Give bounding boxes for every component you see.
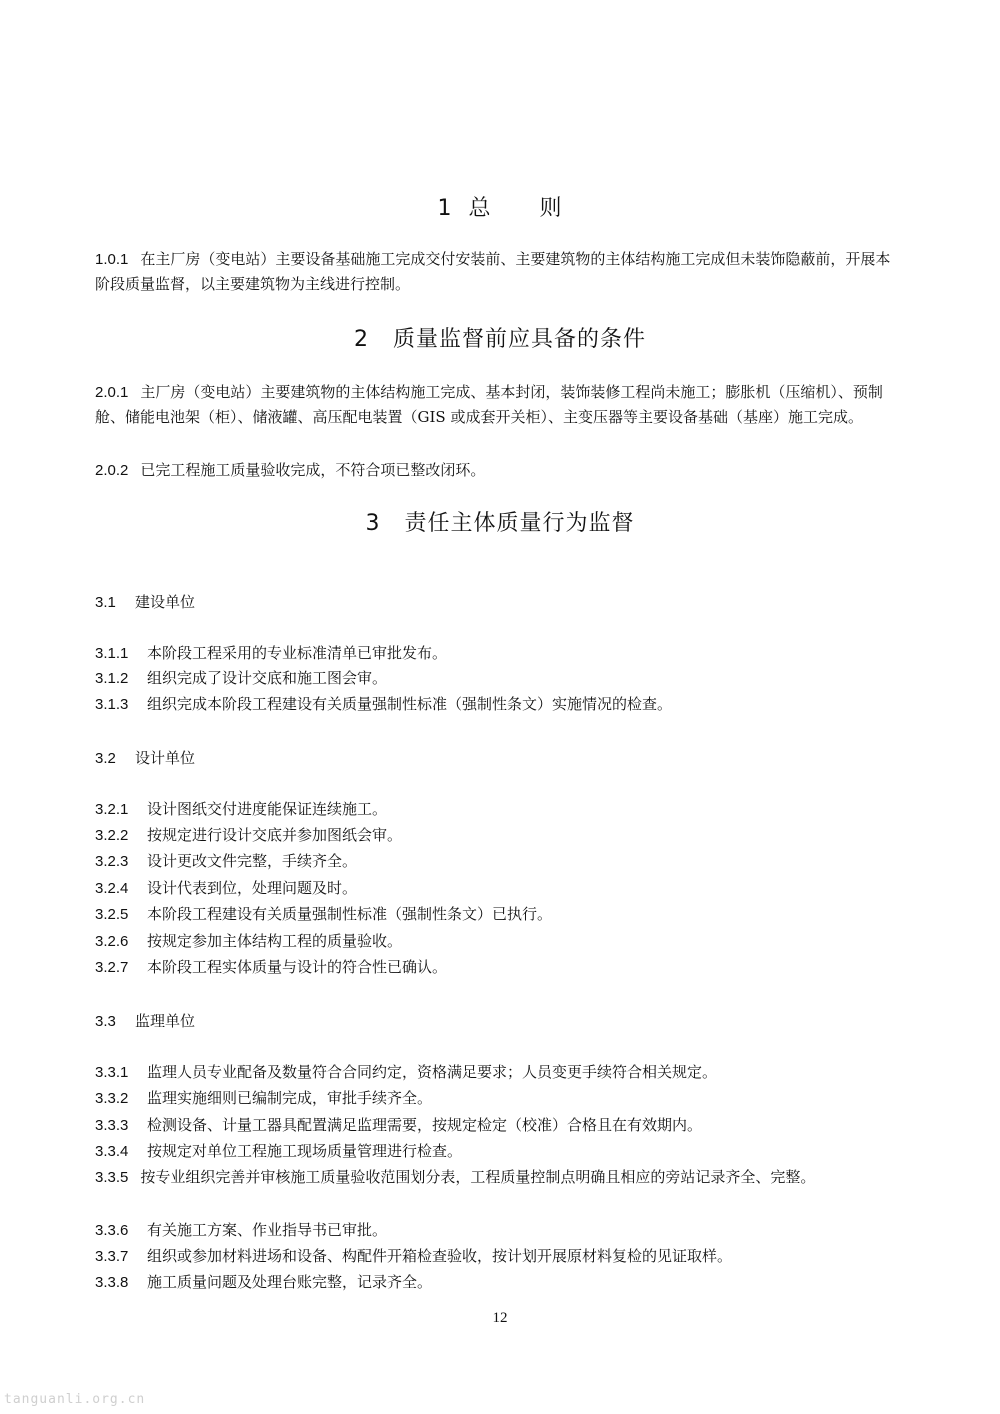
clause-text: 按规定进行设计交底并参加图纸会审。 <box>147 826 403 844</box>
clause-1-0-1 <box>95 247 895 297</box>
clause-number: 3.1.1 <box>95 645 129 662</box>
clause-3-3-7 <box>95 1244 895 1269</box>
section-title: 设计单位 <box>135 749 196 767</box>
clause-number: 1.0.1 <box>95 251 129 268</box>
clause-text: 主厂房（变电站）主要建筑物的主体结构施工完成、基本封闭，装饰装修工程尚未施工；膨胀机（压缩机）、预制舱、储能电池架（柜）、储液罐、高压配电装置（GIS 或成套开关柜）、主变压器等主要设备基础（基座）施工完成。 <box>95 383 883 426</box>
clause-number: 3.2.6 <box>95 933 129 950</box>
clause-number: 2.0.1 <box>95 384 129 401</box>
clause-text: 组织完成本阶段工程建设有关质量强制性标准（强制性条文）实施情况的检查。 <box>147 695 673 713</box>
clause-number: 2.0.2 <box>95 462 129 479</box>
section-number: 3.3 <box>95 1013 116 1030</box>
clause-text: 有关施工方案、作业指导书已审批。 <box>147 1221 388 1239</box>
clause-number: 3.3.8 <box>95 1274 129 1291</box>
clause-text: 设计图纸交付进度能保证连续施工。 <box>147 800 388 818</box>
clause-3-2-6 <box>95 929 895 954</box>
clause-3-2-4 <box>95 876 895 901</box>
clause-3-3-4 <box>95 1139 895 1164</box>
chapter-3-title: 3 责任主体质量行为监督 <box>365 511 635 536</box>
clause-3-2-5 <box>95 902 895 927</box>
clause-number: 3.2.1 <box>95 801 129 818</box>
clause-number: 3.2.5 <box>95 906 129 923</box>
clause-number: 3.1.3 <box>95 696 129 713</box>
clause-number: 3.3.7 <box>95 1248 129 1265</box>
clause-3-3-2 <box>95 1086 895 1111</box>
clause-number: 3.3.1 <box>95 1064 129 1081</box>
clause-text: 本阶段工程建设有关质量强制性标准（强制性条文）已执行。 <box>147 905 553 923</box>
clause-number: 3.3.2 <box>95 1090 129 1107</box>
section-title: 建设单位 <box>135 593 196 611</box>
clause-3-3-1 <box>95 1060 895 1085</box>
clause-number: 3.3.4 <box>95 1143 129 1160</box>
chapter-1-title: 1 总 则 <box>437 196 563 221</box>
clause-3-2-1 <box>95 797 895 822</box>
section-3-2-heading <box>95 746 195 771</box>
section-title: 监理单位 <box>135 1012 196 1030</box>
clause-number: 3.2.2 <box>95 827 129 844</box>
section-number: 3.1 <box>95 594 116 611</box>
clause-3-2-2 <box>95 823 895 848</box>
clause-text: 设计代表到位，处理问题及时。 <box>147 879 358 897</box>
watermark: tanguanli.org.cn <box>4 1392 146 1407</box>
section-3-3-heading <box>95 1009 195 1034</box>
clause-text: 按规定对单位工程施工现场质量管理进行检查。 <box>147 1142 463 1160</box>
clause-text: 组织或参加材料进场和设备、构配件开箱检查验收，按计划开展原材料复检的见证取样。 <box>147 1247 733 1265</box>
clause-number: 3.2.7 <box>95 959 129 976</box>
clause-text: 监理人员专业配备及数量符合合同约定，资格满足要求；人员变更手续符合相关规定。 <box>147 1063 718 1081</box>
clause-number: 3.2.4 <box>95 880 129 897</box>
clause-number: 3.1.2 <box>95 670 129 687</box>
clause-text: 检测设备、计量工器具配置满足监理需要，按规定检定（校准）合格且在有效期内。 <box>147 1116 703 1134</box>
clause-text: 本阶段工程实体质量与设计的符合性已确认。 <box>147 958 448 976</box>
clause-text: 组织完成了设计交底和施工图会审。 <box>147 669 388 687</box>
clause-text: 已完工程施工质量验收完成，不符合项已整改闭环。 <box>140 461 486 479</box>
clause-3-3-6 <box>95 1218 895 1243</box>
clause-text: 监理实施细则已编制完成，审批手续齐全。 <box>147 1089 433 1107</box>
clause-number: 3.3.6 <box>95 1222 129 1239</box>
clause-2-0-2 <box>95 458 895 483</box>
clause-text: 设计更改文件完整，手续齐全。 <box>147 852 358 870</box>
clause-text: 在主厂房（变电站）主要设备基础施工完成交付安装前、主要建筑物的主体结构施工完成但未装饰隐蔽前，开展本阶段质量监督，以主要建筑物为主线进行控制。 <box>95 250 891 293</box>
clause-text: 本阶段工程采用的专业标准清单已审批发布。 <box>147 644 448 662</box>
clause-text: 施工质量问题及处理台账完整，记录齐全。 <box>147 1273 433 1291</box>
clause-number: 3.3.3 <box>95 1117 129 1134</box>
clause-3-1-3 <box>95 692 895 717</box>
clause-3-1-1 <box>95 641 895 666</box>
clause-2-0-1 <box>95 380 895 430</box>
clause-3-2-7 <box>95 955 895 980</box>
clause-3-3-8 <box>95 1270 895 1295</box>
page-number: 12 <box>492 1310 508 1326</box>
clause-number: 3.2.3 <box>95 853 129 870</box>
clause-text: 按规定参加主体结构工程的质量验收。 <box>147 932 403 950</box>
clause-3-3-3 <box>95 1113 895 1138</box>
clause-text: 按专业组织完善并审核施工质量验收范围划分表，工程质量控制点明确且相应的旁站记录齐全、完整。 <box>140 1168 816 1186</box>
clause-3-1-2 <box>95 666 895 691</box>
section-3-1-heading <box>95 590 195 615</box>
clause-3-3-5 <box>95 1165 895 1190</box>
clause-3-2-3 <box>95 849 895 874</box>
clause-number: 3.3.5 <box>95 1169 129 1186</box>
chapter-2-title: 2 质量监督前应具备的条件 <box>354 327 646 352</box>
section-number: 3.2 <box>95 750 116 767</box>
